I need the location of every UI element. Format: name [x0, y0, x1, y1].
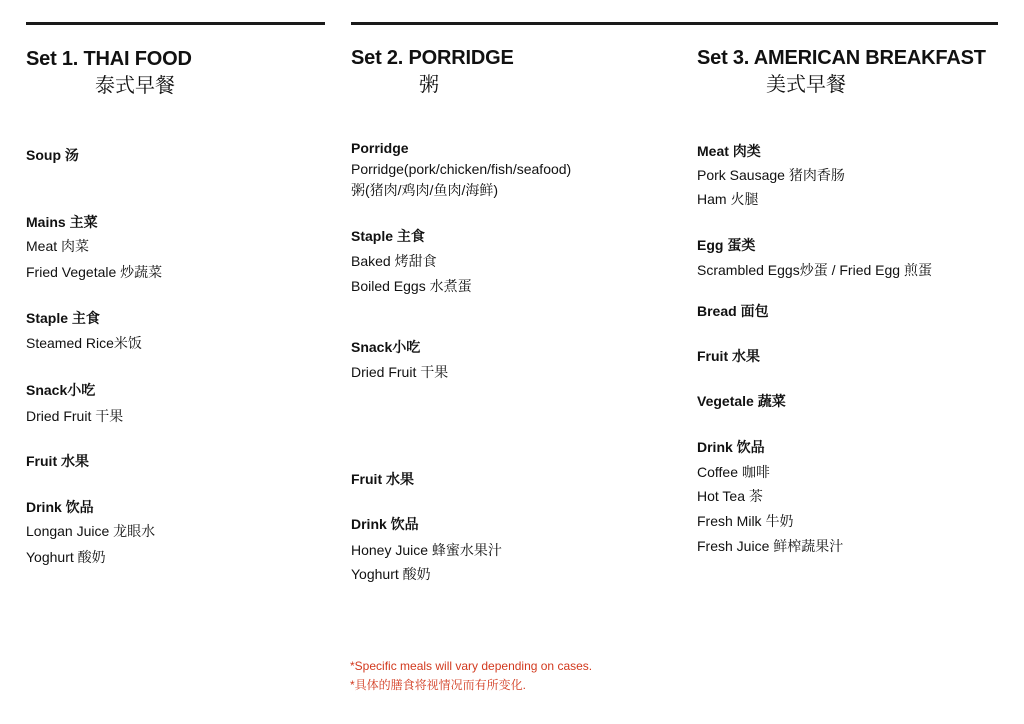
top-rule-set2-set3 — [351, 22, 998, 25]
footnote-cn: *具体的膳食将视情况而有所变化. — [350, 678, 527, 692]
set1-title-cn: 泰式早餐 — [95, 75, 175, 97]
set1-drink-item: Yoghurt 酸奶 — [26, 549, 106, 565]
set3-bread-heading: Bread 面包 — [697, 303, 769, 319]
set3-egg-item: Scrambled Eggs炒蛋 / Fried Egg 煎蛋 — [697, 262, 932, 278]
set1-snack-heading: Snack小吃 — [26, 382, 96, 398]
set3-egg-heading: Egg 蛋类 — [697, 237, 756, 253]
set2-staple-item: Boiled Eggs 水煮蛋 — [351, 278, 472, 294]
set3-meat-item: Pork Sausage 猪肉香肠 — [697, 167, 845, 183]
set2-snack-item: Dried Fruit 干果 — [351, 364, 449, 380]
set2-drink-item: Honey Juice 蜂蜜水果汁 — [351, 542, 502, 558]
set3-drink-item: Hot Tea 茶 — [697, 488, 763, 504]
set2-title-cn: 粥 — [419, 74, 439, 96]
set1-fruit-heading: Fruit 水果 — [26, 453, 89, 469]
set2-snack-heading: Snack小吃 — [351, 339, 421, 355]
set2-drink-item: Yoghurt 酸奶 — [351, 566, 431, 582]
top-rule-set1 — [26, 22, 325, 25]
set2-staple-item: Baked 烤甜食 — [351, 253, 437, 269]
set1-soup-heading: Soup 汤 — [26, 147, 79, 163]
set1-title: Set 1. THAI FOOD — [26, 48, 192, 70]
set2-title: Set 2. PORRIDGE — [351, 47, 514, 69]
set2-staple-heading: Staple 主食 — [351, 228, 425, 244]
set3-meat-item: Ham 火腿 — [697, 191, 759, 207]
set3-title-cn: 美式早餐 — [766, 74, 846, 96]
set3-drink-item: Fresh Milk 牛奶 — [697, 513, 794, 529]
set3-drink-item: Fresh Juice 鲜榨蔬果汁 — [697, 538, 844, 554]
set3-meat-heading: Meat 肉类 — [697, 143, 761, 159]
set2-porridge-item: 粥(猪肉/鸡肉/鱼肉/海鲜) — [351, 182, 498, 198]
set1-staple-item: Steamed Rice米饭 — [26, 335, 142, 351]
set3-vegetale-heading: Vegetale 蔬菜 — [697, 393, 786, 409]
set2-porridge-heading: Porridge — [351, 140, 409, 156]
set1-staple-heading: Staple 主食 — [26, 310, 100, 326]
set3-fruit-heading: Fruit 水果 — [697, 348, 760, 364]
set1-mains-item: Fried Vegetale 炒蔬菜 — [26, 264, 163, 280]
set2-porridge-item: Porridge(pork/chicken/fish/seafood) — [351, 161, 572, 177]
set1-mains-heading: Mains 主菜 — [26, 214, 98, 230]
footnote-en: *Specific meals will vary depending on cases. — [350, 659, 593, 673]
set1-mains-item: Meat 肉菜 — [26, 238, 90, 254]
set2-drink-heading: Drink 饮品 — [351, 516, 419, 532]
set2-fruit-heading: Fruit 水果 — [351, 471, 414, 487]
set1-drink-heading: Drink 饮品 — [26, 499, 94, 515]
set1-drink-item: Longan Juice 龙眼水 — [26, 523, 156, 539]
set3-title: Set 3. AMERICAN BREAKFAST — [697, 47, 986, 69]
set1-snack-item: Dried Fruit 干果 — [26, 408, 124, 424]
set3-drink-heading: Drink 饮品 — [697, 439, 765, 455]
set3-drink-item: Coffee 咖啡 — [697, 464, 770, 480]
